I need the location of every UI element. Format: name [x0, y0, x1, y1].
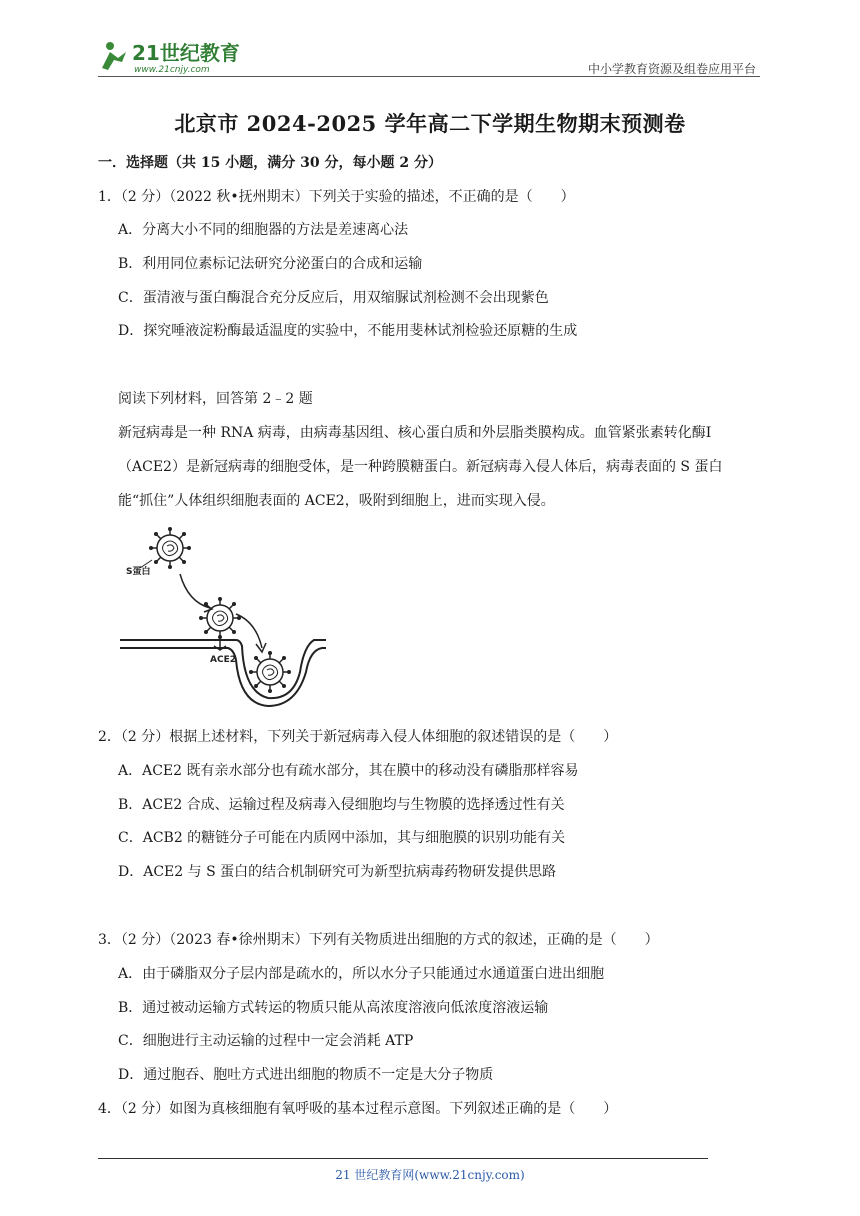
ace2-label: ACE2	[210, 655, 236, 665]
question-1-option-d: D．探究唾液淀粉酶最适温度的实验中，不能用斐林试剂检验还原糖的生成	[118, 323, 578, 339]
question-4-stem: 4．（2 分）如图为真核细胞有氧呼吸的基本过程示意图。下列叙述正确的是（ ）	[98, 1101, 618, 1117]
site-logo	[96, 38, 266, 76]
page-title: 北京市 2024-2025 学年高二下学期生物期末预测卷	[174, 111, 686, 136]
question-2-option-b: B．ACE2 合成、运输过程及病毒入侵细胞均与生物膜的选择透过性有关	[118, 797, 565, 813]
question-2-stem: 2．（2 分）根据上述材料，下列关于新冠病毒入侵人体细胞的叙述错误的是（ ）	[98, 729, 618, 745]
section-heading: 一．选择题（共 15 小题，满分 30 分，每小题 2 分）	[98, 155, 442, 171]
question-1-stem: 1．（2 分）（2022 秋•抚州期末）下列关于实验的描述，不正确的是（ ）	[98, 189, 575, 205]
logo-url: www.21cnjy.com	[134, 65, 210, 75]
question-3-option-d: D．通过胞吞、胞吐方式进出细胞的物质不一定是大分子物质	[118, 1067, 494, 1083]
footer-divider	[98, 1158, 708, 1159]
material-intro: 阅读下列材料，回答第 2﹣2 题	[118, 391, 313, 407]
question-2-option-c: C．ACB2 的糖链分子可能在内质网中添加，其与细胞膜的识别功能有关	[118, 830, 566, 846]
s-protein-label: S蛋白	[126, 567, 151, 577]
question-3-stem: 3．（2 分）（2023 春•徐州期末）下列有关物质进出细胞的方式的叙述，正确的是（ ）	[98, 932, 659, 948]
question-2-option-d: D．ACE2 与 S 蛋白的结合机制研究可为新型抗病毒药物研发提供思路	[118, 864, 557, 880]
footer-text: 21 世纪教育网(www.21cnjy.com)	[335, 1168, 525, 1182]
question-3-option-c: C．细胞进行主动运输的过程中一定会消耗 ATP	[118, 1033, 414, 1049]
logo-text: 21世纪教育	[132, 41, 240, 65]
question-1-option-c: C．蛋清液与蛋白酶混合充分反应后，用双缩脲试剂检测不会出现紫色	[118, 290, 549, 306]
question-2-option-a: A．ACE2 既有亲水部分也有疏水部分，其在膜中的移动没有磷脂那样容易	[118, 763, 579, 779]
header-divider	[98, 76, 760, 77]
material-line-3: 能“抓住”人体组织细胞表面的 ACE2，吸附到细胞上，进而实现入侵。	[118, 493, 555, 509]
virus-entry-figure	[118, 522, 328, 712]
question-3-option-a: A．由于磷脂双分子层内部是疏水的，所以水分子只能通过水通道蛋白进出细胞	[118, 966, 605, 982]
question-1-option-b: B．利用同位素标记法研究分泌蛋白的合成和运输	[118, 256, 423, 272]
material-line-2: （ACE2）是新冠病毒的细胞受体，是一种跨膜糖蛋白。新冠病毒入侵人体后，病毒表面的 S 蛋白	[118, 459, 723, 475]
question-3-option-b: B．通过被动运输方式转运的物质只能从高浓度溶液向低浓度溶液运输	[118, 1000, 549, 1016]
question-1-option-a: A．分离大小不同的细胞器的方法是差速离心法	[118, 222, 409, 238]
material-line-1: 新冠病毒是一种 RNA 病毒，由病毒基因组、核心蛋白质和外层脂类膜构成。血管紧张素转化酶Ⅰ	[118, 425, 712, 441]
header-platform-text: 中小学教育资源及组卷应用平台	[587, 62, 756, 76]
